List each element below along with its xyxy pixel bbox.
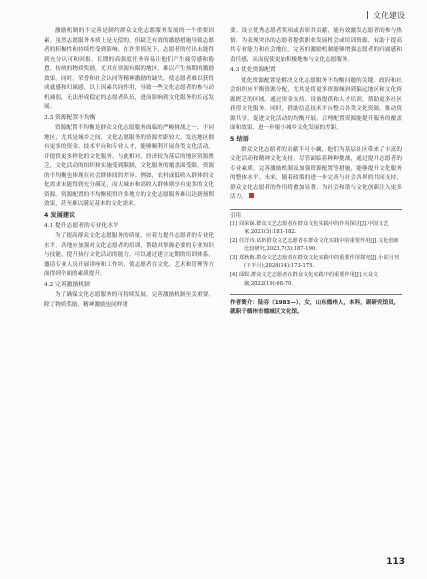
end-mark-icon	[249, 193, 254, 198]
paragraph: 要。设立优秀志愿者奖项或表彰其贡献，能有效激发志愿者的参与热情。为表现突出的志愿者提供职业发展机会或培训资源，有助于提高其专业能力和社会地位。完善的激励机制能够增强志愿者的归属感和责任感，从而促使更加积极地参与文化志愿服务。	[230, 28, 402, 63]
right-column	[230, 27, 402, 317]
reference-item: [3] 郑秋梅.群众文艺志愿者在群众文化实践中的重要作用探究[J].小说月刊(下半月),2024(14):173-175.	[230, 254, 399, 270]
header-section-title: 文化建设	[373, 11, 405, 20]
section-heading-5: 5 结语	[230, 135, 249, 143]
references-title: 引用	[230, 209, 402, 220]
page-number: 113	[386, 557, 405, 567]
conclusion-paragraph	[230, 146, 402, 203]
paragraph: 为了提高群众文化志愿服务的质量，应着力提升志愿者的专业化水平。各地应加强对文化志愿者的培训，帮助其掌握必要的专业知识与技能，提升执行文化活动的能力。可以通过建立定期的培训体系，邀请专业人员开展讲座和工作坊，使志愿者在文化、艺术和管理等方面得到全面的素质提升。	[44, 233, 214, 277]
subsection-heading-4-2: 4.2 完善激励机制	[44, 281, 90, 288]
reference-item: [2] 任洋诗.试析群众文艺志愿者在群众文化实践中的重要作用[J].文化创新比较研究,2023,7(3):187-190.	[230, 237, 399, 253]
paragraph: 优化资源配置是解决文化志愿服务不均衡问题的关键。政府和社会组织应平衡资源分配，尤其是将更多资源倾斜到偏远地区和文化资源匮乏的区域。通过资金支持、设备提供和人才培训，帮助更多社区获得文化服务。同时，借助信息技术平台整合各类文化资源，推动资源共享，促进文化活动的均衡开展。合理配置资源能提升服务的覆盖面和效果，进一步缩小城乡文化发展的差距。	[230, 77, 402, 131]
reference-item: [4] 邱娱.群众文艺志愿者在群众文化实践中的重要作用[J].大众文摘,2022(19):68-70.	[230, 272, 379, 287]
paragraph: 激励机制的不完善是制约群众文化志愿服务发展的一个重要因素。虽然志愿服务本质上是无偿的，但缺乏有效的激励措施导致志愿者的积极性和持续性受到影响。在许多情况下，志愿者的付出未能得到充分认可和回报。长期的高强度任务容易让他们产生疲劳感和倦怠。传统的物质奖励，尤其在资源有限的地区，难以产生预期的激励效果。同时，荣誉和社会认同等精神激励的缺失，使志愿者难以获得成就感和归属感。以上因素共同作用，导致一些文化志愿者的参与动机减弱，无法形成稳定的志愿者队伍，进而影响到文化服务的长远发展。	[44, 28, 214, 110]
subsection-heading-3-3: 3.3 资源配置不均衡	[44, 114, 96, 121]
subsection-heading-4-1: 4.1 提升志愿者的专业化水平	[44, 222, 119, 229]
section-heading-4: 4 发展建议	[44, 211, 76, 219]
paragraph: 资源配置不均衡是群众文化志愿服务面临的严峻挑战之一。不同地区，尤其是城乡之间，文化志愿服务的资源差距较大。发达地区拥有更多的资金、技术平台和专业人才，能够顺利开展各类文化活动，并提供更多样化的文化服务。与此相对，经济较为落后的地区资源匮乏，文化活动的组织和实施受到限制，文化服务的覆盖面受限。资源的不均衡也体现在社会群体间的差异。例如，农村或低收入群体的文化需求未能得到充分满足，而大城市和高收入群体则享有更多的文化资源。资源配置的不均衡使得许多地方的文化志愿服务难以达到预期效果，甚至难以满足基本的文化需求。	[44, 125, 214, 207]
left-column	[44, 27, 214, 310]
running-header	[367, 10, 405, 21]
reference-item: [1] 周荣保.群众文艺志愿者在群众文化实践中的作用探讨[J].中国文艺家,2021(3):181-182.	[230, 220, 389, 236]
header-divider	[367, 11, 368, 19]
subsection-heading-4-3: 4.3 优化资源配置	[230, 67, 276, 73]
conclusion-text: 群众文化志愿者的贡献不可小觑，他们为基层社区带来了丰富的文化活动和精神文化支持。尽管面临着种种挑战，通过提升志愿者的专业素质、完善激励机制及加强资源配置等措施，能够提升文化服务的整体水平。未来，随着政策的进一步完善与社会各界的共同支持，群众文化志愿者的作用将愈加显著，为社会和谐与文化创新注入更多活力。	[230, 146, 402, 200]
paragraph: 为了确保文化志愿服务的可持续发展，完善激励机制至关重要。除了物质奖励，精神激励也同样重	[44, 292, 214, 308]
author-bio: 作者简介：陆吞（1983—），女，山东德州人，本科，副研究馆员，就职于德州市德城区文化馆。	[230, 294, 402, 317]
